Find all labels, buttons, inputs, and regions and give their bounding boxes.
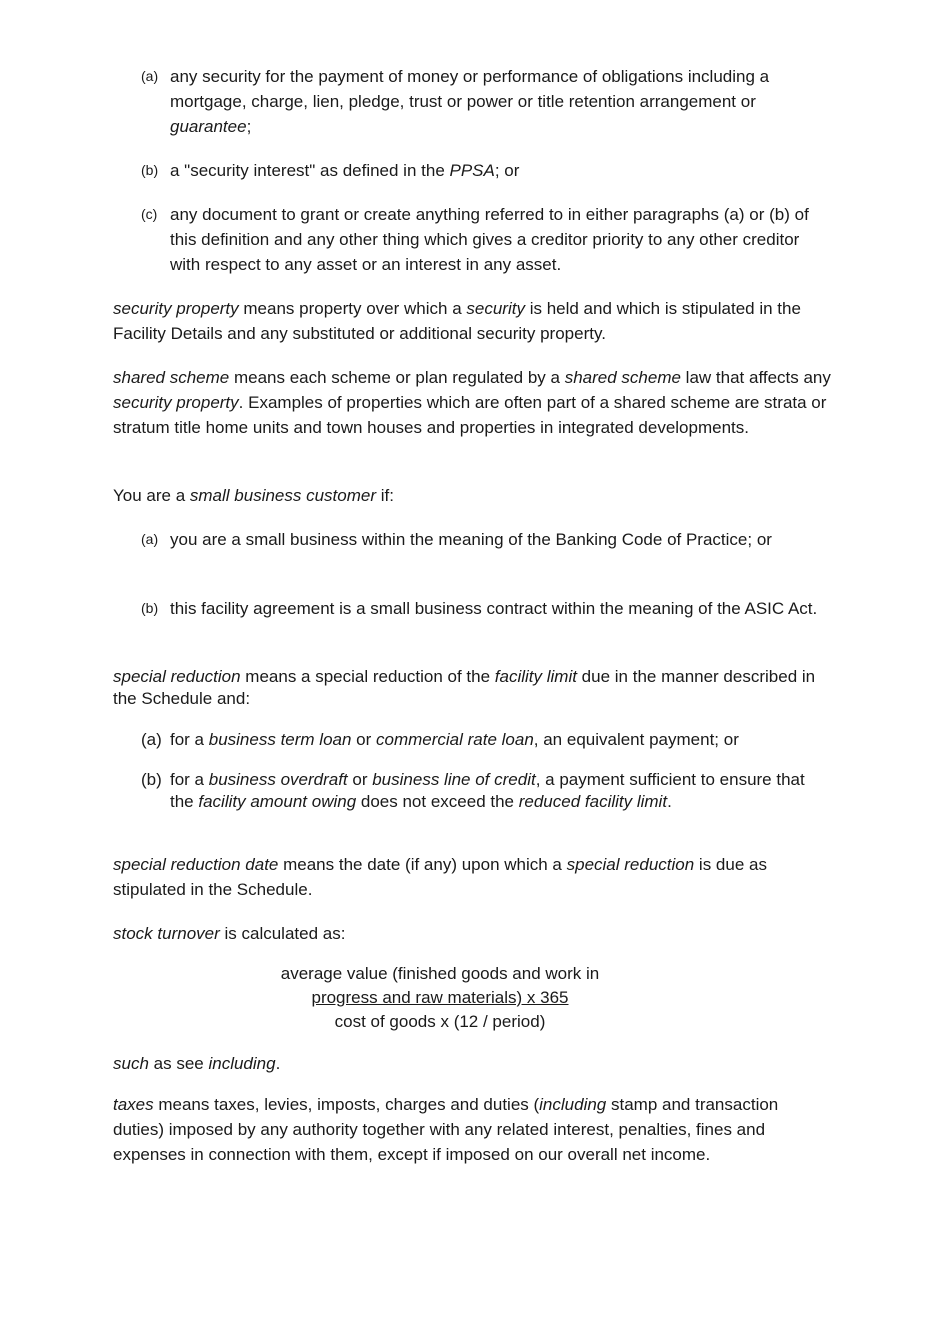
item-text: any security for the payment of money or performance of obligations including a mortgage, charge, lien, pledge, trust or power or title retention arrangement or guarantee; (170, 67, 770, 136)
item-label: (a) (141, 531, 159, 547)
item-label: (c) (141, 206, 158, 222)
item-text: this facility agreement is a small business contract within the meaning of the ASIC Act. (170, 599, 818, 618)
definition-small-business-customer: You are a small business customer if: (113, 486, 394, 505)
item-label: (a) (141, 730, 162, 749)
item-text: a "security interest" as defined in the PPSA; or (170, 161, 520, 180)
formula-numerator-line-1: average value (finished goods and work in (280, 964, 600, 983)
definition-stock-turnover: stock turnover is calculated as: (113, 924, 346, 943)
definition-shared-scheme: shared scheme means each scheme or plan regulated by a shared scheme law that affects any security property. Examples of properties which are often part of a shared scheme are strata or stratum title home units and town houses and properties in integrated developments. (113, 368, 831, 437)
formula-numerator-line-2: progress and raw materials) x 365 (311, 988, 569, 1007)
definition-special-reduction: special reduction means a special reduction of the facility limit due in the manner described in the Schedule and: (113, 667, 816, 708)
item-text: you are a small business within the meaning of the Banking Code of Practice; or (170, 530, 772, 549)
formula-denominator: cost of goods x (12 / period) (334, 1012, 546, 1031)
stock-turnover-formula (240, 962, 640, 1034)
item-label: (b) (141, 770, 162, 789)
item-text: for a business overdraft or business line of credit, a payment sufficient to ensure that the facility amount owing does not exceed the reduced facility limit. (170, 770, 805, 811)
item-label: (a) (141, 68, 159, 84)
definition-taxes: taxes means taxes, levies, imposts, charges and duties (including stamp and transaction duties) imposed by any authority together with any related interest, penalties, fines and expenses in connection with them, except if imposed on our overall net income. (113, 1095, 779, 1164)
definition-such: such as see including. (113, 1054, 281, 1073)
item-text: for a business term loan or commercial rate loan, an equivalent payment; or (170, 730, 739, 749)
definition-security-property: security property means property over which a security is held and which is stipulated in the Facility Details and any substituted or additional security property. (113, 299, 801, 343)
item-label: (b) (141, 162, 159, 178)
definition-special-reduction-date: special reduction date means the date (if any) upon which a special reduction is due as stipulated in the Schedule. (113, 855, 767, 899)
item-text: any document to grant or create anything referred to in either paragraphs (a) or (b) of this definition and any other thing which gives a creditor priority to any other creditor with respect to any asset or an interest in any asset. (170, 205, 809, 274)
item-label: (b) (141, 600, 159, 616)
